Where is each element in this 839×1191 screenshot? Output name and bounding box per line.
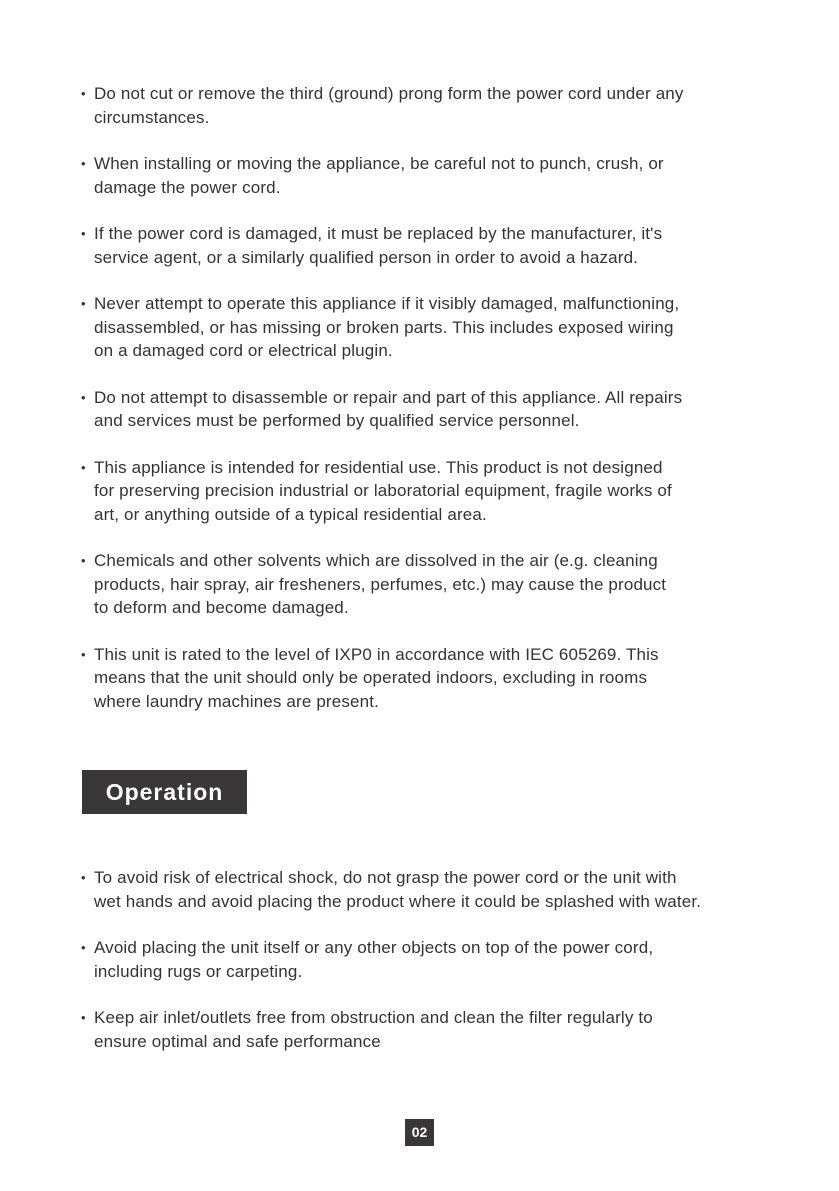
list-item: • Avoid placing the unit itself or any other objects on top of the power cord, including rugs or carpeting. (80, 936, 800, 983)
list-item: • When installing or moving the appliance, be careful not to punch, crush, or damage the power cord. (80, 152, 800, 199)
list-item: • Keep air inlet/outlets free from obstruction and clean the filter regularly to ensure optimal and safe performance (80, 1006, 800, 1053)
section-heading-operation: Operation (82, 770, 247, 814)
list-item: • Do not cut or remove the third (ground) prong form the power cord under any circumstances. (80, 82, 800, 129)
list-item: • This appliance is intended for residential use. This product is not designed for preserving precision industrial or laboratorial equipment, fragile works of art, or anything outside of a typical residential area. (80, 456, 800, 527)
list-item: • This unit is rated to the level of IXP0 in accordance with IEC 605269. This means that the unit should only be operated indoors, excluding in rooms where laundry machines are present. (80, 643, 800, 714)
safety-list (80, 82, 800, 736)
list-item: • Chemicals and other solvents which are dissolved in the air (e.g. cleaning products, hair spray, air fresheners, perfumes, etc.) may cause the product to deform and become damaged. (80, 549, 800, 620)
page-number: 02 (405, 1119, 434, 1146)
list-item: • Never attempt to operate this appliance if it visibly damaged, malfunctioning, disassembled, or has missing or broken parts. This includes exposed wiring on a damaged cord or electrical plugin. (80, 292, 800, 363)
operation-list (80, 866, 800, 1076)
list-item: • To avoid risk of electrical shock, do not grasp the power cord or the unit with wet hands and avoid placing the product where it could be splashed with water. (80, 866, 800, 913)
list-item: • Do not attempt to disassemble or repair and part of this appliance. All repairs and services must be performed by qualified service personnel. (80, 386, 800, 433)
list-item: • If the power cord is damaged, it must be replaced by the manufacturer, it's service agent, or a similarly qualified person in order to avoid a hazard. (80, 222, 800, 269)
